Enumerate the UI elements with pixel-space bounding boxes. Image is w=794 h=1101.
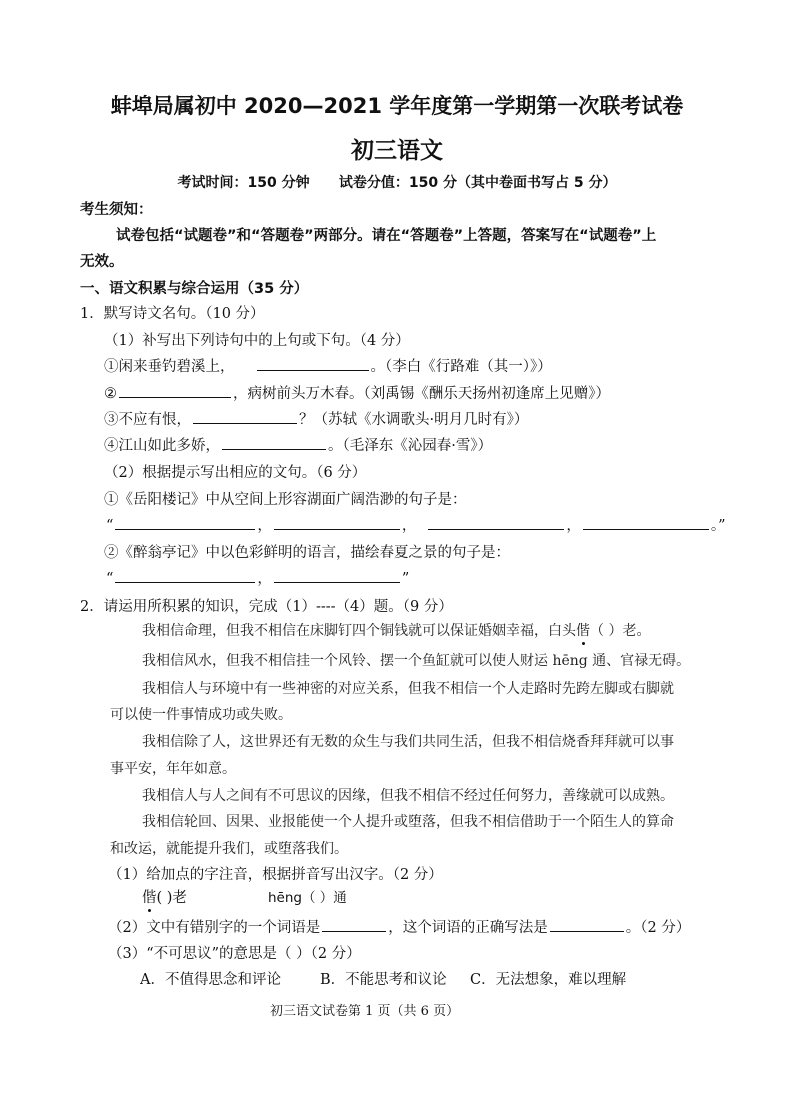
notice-line-1: 试卷包括“试题卷”和“答题卷”两部分。请在“答题卷”上答题，答案写在“试题卷”上 xyxy=(116,228,657,244)
passage-paragraph-2: 我相信风水，但我不相信挂一个风铃、摆一个鱼缸就可以使人财运 hēng 通、官禄无碍。 xyxy=(142,653,691,669)
q1-blanks-yueyanglou: “ ， ， ， 。” xyxy=(106,514,726,535)
exam-title: 蚌埠局属初中 2020—2021 学年度第一学期第一次联考试卷 xyxy=(110,94,684,118)
passage-paragraph-6a: 我相信轮回、因果、业报能使一个人提升或堕落，但我不相信借助于一个陌生人的算命 xyxy=(142,814,674,830)
q2-option-a[interactable]: A．不值得思念和评论 xyxy=(140,972,281,988)
page-footer: 初三语文试卷第 1 页（共 6 页） xyxy=(270,1004,460,1019)
exam-meta: 考试时间：150 分钟 试卷分值：150 分（其中卷面书写占 5 分） xyxy=(177,175,617,191)
q1-item-4: ④江山如此多娇， 。（毛泽东《沁园春·雪》） xyxy=(104,434,492,455)
q1-part2-prompt: （2）根据提示写出相应的文句。（6 分） xyxy=(104,465,367,481)
q2-option-c[interactable]: C．无法想象，难以理解 xyxy=(470,972,627,988)
passage-paragraph-6b: 和改运，就能提升我们，或堕落我们。 xyxy=(110,841,348,857)
q2-sub1-item-b: hēng（ ）通 xyxy=(268,890,347,906)
question-1-title: 1．默写诗文名句。（10 分） xyxy=(80,306,265,322)
q2-sub3: （3）“不可思议”的意思是（ ）（2 分） xyxy=(108,946,361,962)
question-2-title: 2．请运用所积累的知识，完成（1）----（4）题。（9 分） xyxy=(80,599,453,615)
q1-prompt-zuiwengting: ②《醉翁亭记》中以色彩鲜明的语言，描绘春夏之景的句子是： xyxy=(104,545,510,561)
passage-paragraph-3a: 我相信人与环境中有一些神密的对应关系，但我不相信一个人走路时先跨左脚或右脚就 xyxy=(142,681,674,697)
answer-blank[interactable] xyxy=(193,409,297,424)
passage-paragraph-4b: 事平安，年年如意。 xyxy=(110,761,236,777)
answer-blank[interactable] xyxy=(257,356,369,371)
q2-option-b[interactable]: B．不能思考和议论 xyxy=(320,972,447,988)
answer-blank[interactable] xyxy=(274,515,400,530)
passage-paragraph-5: 我相信人与人之间有不可思议的因缘，但我不相信不经过任何努力，善缘就可以成熟。 xyxy=(142,788,674,804)
answer-blank[interactable] xyxy=(222,435,326,450)
q1-item-1: ①闲来垂钓碧溪上， 。（李白《行路难（其一）》） xyxy=(104,355,552,376)
q2-sub1-prompt: （1）给加点的字注音，根据拼音写出汉字。（2 分） xyxy=(108,867,443,883)
q2-sub1-item-a: 偕( )老 xyxy=(142,886,187,907)
q1-blanks-zuiwengting: “ ， ” xyxy=(106,567,409,588)
answer-blank[interactable] xyxy=(322,917,386,932)
passage-paragraph-4a: 我相信除了人，这世界还有无数的众生与我们共同生活，但我不相信烧香拜拜就可以事 xyxy=(142,734,674,750)
section-heading: 一、语文积累与综合运用（35 分） xyxy=(80,281,309,297)
q2-sub2: （2）文中有错别字的一个词语是 ，这个词语的正确写法是 。（2 分） xyxy=(108,916,690,937)
q1-item-2: ② ，病树前头万木春。（刘禹锡《酬乐天扬州初逢席上见赠》） xyxy=(104,382,610,403)
q1-item-3: ③不应有恨， ？（苏轼《水调歌头·明月几时有》） xyxy=(104,408,528,429)
answer-blank[interactable] xyxy=(119,383,231,398)
q1-part1-prompt: （1）补写出下列诗句中的上句或下句。（4 分） xyxy=(104,333,410,349)
notice-line-2: 无效。 xyxy=(80,254,124,270)
answer-blank[interactable] xyxy=(583,515,709,530)
passage-paragraph-3b: 可以使一件事情成功或失败。 xyxy=(110,707,292,723)
passage-paragraph-1: 我相信命理，但我不相信在床脚钉四个铜钱就可以保证婚姻幸福，白头偕（ ）老。 xyxy=(142,620,650,640)
notice-heading: 考生须知： xyxy=(80,202,153,218)
answer-blank[interactable] xyxy=(274,568,400,583)
q1-prompt-yueyanglou: ①《岳阳楼记》中从空间上形容湖面广阔浩渺的句子是： xyxy=(104,492,467,508)
answer-blank[interactable] xyxy=(550,917,624,932)
answer-blank[interactable] xyxy=(115,515,255,530)
answer-blank[interactable] xyxy=(115,568,255,583)
exam-subject: 初三语文 xyxy=(351,138,443,164)
answer-blank[interactable] xyxy=(428,515,564,530)
